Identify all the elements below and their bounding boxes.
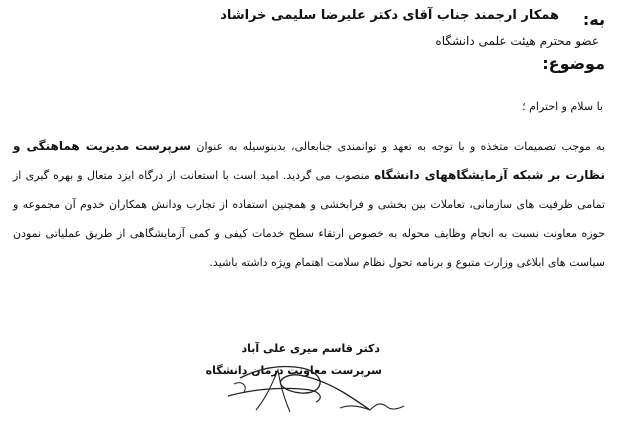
appointed-role: سرپرست مدیریت هماهنگی و نظارت بر شبکه آزمایشگاههای دانشگاه — [13, 139, 605, 182]
body-main: منصوب می گردید. امید است با استعانت از درگاه ایزد متعال و بهره گیری از تمامی ظرفیت های سازمانی، تعاملات بین بخشی و فرابخشی و همچنین استفاده از تجارب ودانش همکاران خدوم آن مجموعه و حوزه معاونت نسبت به انجام وظایف محوله به خصوص ارتقاء سطح خدمات کیفی و کمی آزمایشگاهی از طریق عملیاتی نمودن سیاست های ابلاغی وزارت متبوع و برنامه تحول نظام سلامت اهتمام ویژه داشته باشید. — [13, 169, 605, 269]
signatory-name: دکتر قاسم میری علی آباد — [241, 342, 380, 355]
signatory-title: سرپرست معاونت درمان دانشگاه — [205, 364, 382, 377]
body-intro: به موجب تصمیمات متخذه و با توجه به تعهد و توانمندی جنابعالی، بدینوسیله به عنوان — [196, 140, 606, 153]
recipient-label: به: — [582, 10, 605, 29]
recipient-name: همکار ارجمند جناب آقای دکتر علیرضا سلیمی خراشاد — [220, 8, 559, 23]
subject-label: موضوع: — [542, 54, 605, 73]
letter-body — [13, 132, 605, 277]
handwritten-signature — [205, 350, 410, 422]
greeting: با سلام و احترام ؛ — [522, 100, 603, 113]
recipient-role: عضو محترم هیئت علمی دانشگاه — [435, 34, 599, 48]
